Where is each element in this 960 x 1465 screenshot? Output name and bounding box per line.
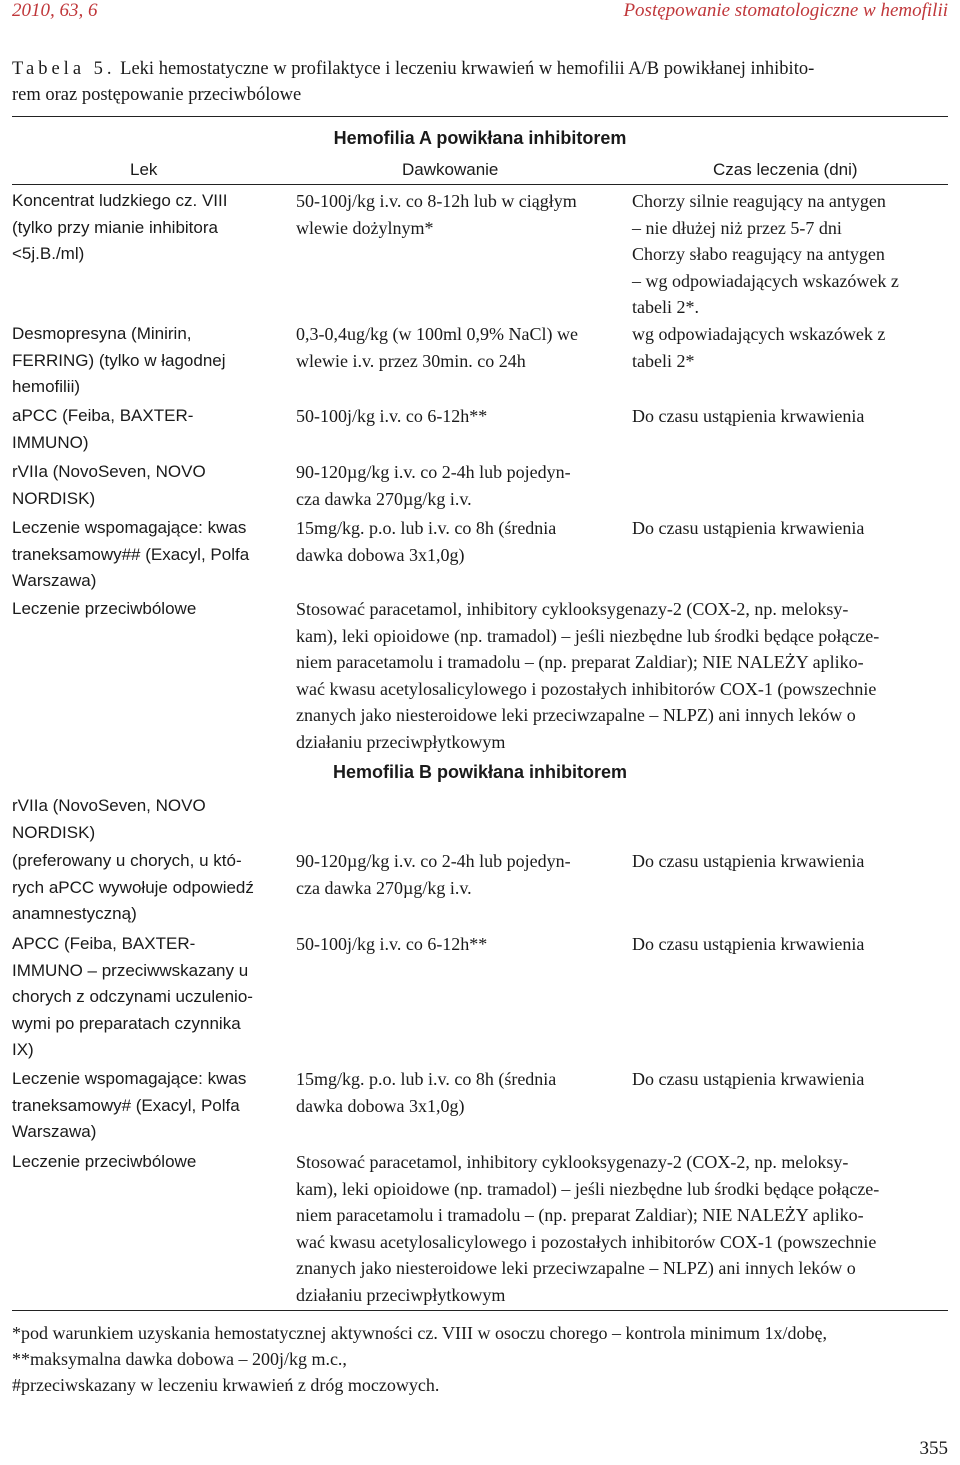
table-cell-lek: Leczenie wspomagające: kwas traneksamowy# (Exacyl, Polfa Warszawa) [12,1069,247,1141]
section-a-heading: Hemofilia A powikłana inhibitorem [333,128,627,148]
table-cell-czas: Chorzy silnie reagujący na antygen – nie dłużej niż przez 5-7 dni Chorzy słabo reagujący na antygen – wg odpowiadających wskazówek z tabeli 2*. [632,191,899,317]
table-cell-lek: Desmopresyna (Minirin, FERRING) (tylko w łagodnej hemofilii) [12,324,226,396]
column-header-dawkowanie: Dawkowanie [402,160,499,179]
table-cell-lek: (preferowany u chorych, u któ- rych aPCC wywołuje odpowiedź anamnestyczną) [12,851,254,923]
table-cell-lek: rVIIa (NovoSeven, NOVO NORDISK) [12,462,206,508]
table-cell-czas: Do czasu ustąpienia krwawienia [632,406,865,426]
table-caption [12,56,948,108]
table-cell-dose: Stosować paracetamol, inhibitory cyklooksygenazy-2 (COX-2, np. meloksy- kam), leki opioidowe (np. tramadol) – jeśli niezbędne lub środki będące połącze- niem paracetamolu i tramadolu – (np. preparat Zaldiar); NIE NALEŻY apliko- wać kwasu acetylosalicylowego i pozostałych inhibitorów COX-1 (powszechnie znanych jako niesteroidowe leki przeciwzapalne – NLPZ) ani innych leków o działaniu przeciwpłytkowym [296,599,880,752]
running-title: Postępowanie stomatologiczne w hemofilii [623,0,948,21]
table-cell-dose: 50-100j/kg i.v. co 6-12h** [296,934,488,954]
page-number: 355 [919,1438,948,1459]
journal-citation: 2010, 63, 6 [12,0,98,21]
table-caption-text: Leki hemostatyczne w profilaktyce i leczeniu krwawień w hemofilii A/B powikłanej inhibito- rem oraz postępowanie przeciwbólowe [12,59,815,105]
running-header [12,0,948,26]
table-label: Tabela 5. [12,59,116,79]
table-cell-lek: aPCC (Feiba, BAXTER- IMMUNO) [12,406,194,452]
table-cell-czas: Do czasu ustąpienia krwawienia [632,934,865,954]
table-cell-dose: 90-120µg/kg i.v. co 2-4h lub pojedyn- cza dawka 270µg/kg i.v. [296,851,571,898]
table-cell-dose: 50-100j/kg i.v. co 8-12h lub w ciągłym wlewie dożylnym* [296,191,577,238]
table-cell-czas: Do czasu ustąpienia krwawienia [632,518,865,538]
table-cell-lek: APCC (Feiba, BAXTER- IMMUNO – przeciwwskazany u chorych z odczynami uczulenio- wymi po preparatach czynnika IX) [12,934,253,1059]
table-bottom-rule [12,1310,948,1311]
table-cell-dose: Stosować paracetamol, inhibitory cyklooksygenazy-2 (COX-2, np. meloksy- kam), leki opioidowe (np. tramadol) – jeśli niezbędne lub środki będące połącze- niem paracetamolu i tramadolu – (np. preparat Zaldiar); NIE NALEŻY apliko- wać kwasu acetylosalicylowego i pozostałych inhibitorów COX-1 (powszechnie znanych jako niesteroidowe leki przeciwzapalne – NLPZ) ani innych leków o działaniu przeciwpłytkowym [296,1152,880,1305]
header-rule [12,184,948,185]
table-cell-dose: 15mg/kg. p.o. lub i.v. co 8h (średnia dawka dobowa 3x1,0g) [296,1069,557,1116]
column-header-lek: Lek [130,160,158,179]
footnote: *pod warunkiem uzyskania hemostatycznej aktywności cz. VIII w osoczu chorego – kontrola minimum 1x/dobę, [12,1323,827,1343]
section-b-heading: Hemofilia B powikłana inhibitorem [332,762,628,782]
table-cell-lek: Koncentrat ludzkiego cz. VIII (tylko przy mianie inhibitora <5j.B./ml) [12,191,228,263]
table-cell-lek: Leczenie przeciwbólowe [12,599,197,618]
table-top-rule [12,116,948,117]
table-cell-dose: 50-100j/kg i.v. co 6-12h** [296,406,488,426]
table-cell-dose: 90-120µg/kg i.v. co 2-4h lub pojedyn- cza dawka 270µg/kg i.v. [296,462,571,509]
table-cell-czas: Do czasu ustąpienia krwawienia [632,851,865,871]
table-cell-lek: Leczenie wspomagające: kwas traneksamowy## (Exacyl, Polfa Warszawa) [12,518,250,590]
footnote: **maksymalna dawka dobowa – 200j/kg m.c., [12,1349,347,1369]
column-header-czas: Czas leczenia (dni) [713,160,858,179]
footnote: #przeciwskazany w leczeniu krwawień z dróg moczowych. [12,1375,440,1395]
table-cell-lek: rVIIa (NovoSeven, NOVO NORDISK) [12,796,206,842]
table-cell-czas: wg odpowiadających wskazówek z tabeli 2* [632,324,886,371]
table-cell-dose: 0,3-0,4ug/kg (w 100ml 0,9% NaCl) we wlewie i.v. przez 30min. co 24h [296,324,578,371]
table-cell-lek: Leczenie przeciwbólowe [12,1152,197,1171]
footnotes [12,1320,948,1398]
table-cell-dose: 15mg/kg. p.o. lub i.v. co 8h (średnia dawka dobowa 3x1,0g) [296,518,557,565]
table-cell-czas: Do czasu ustąpienia krwawienia [632,1069,865,1089]
